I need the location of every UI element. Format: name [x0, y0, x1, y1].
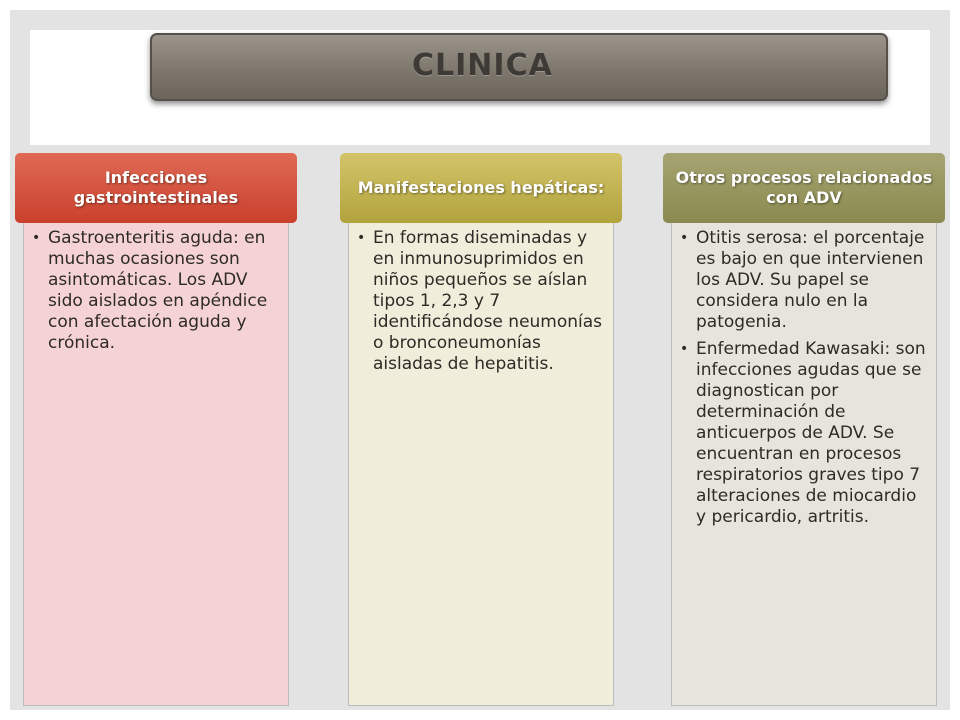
column-other-processes: [663, 153, 945, 706]
column-hepatic: [340, 153, 622, 706]
column-heading: Infecciones gastrointestinales: [15, 153, 297, 223]
bullet-item: • Gastroenteritis aguda: en muchas ocasiones son asintomáticas. Los ADV sido aislados en apéndice con afectación aguda y crónica.: [32, 228, 278, 354]
column-body: [23, 215, 289, 706]
column-heading: Manifestaciones hepáticas:: [340, 153, 622, 223]
bullet-item: • Enfermedad Kawasaki: son infecciones agudas que se diagnostican por determinación de anticuerpos de ADV. Se encuentran en procesos respiratorios graves tipo 7 alteraciones de miocardio y pericardio, artritis.: [680, 339, 926, 528]
slide-title: CLINICA: [412, 48, 553, 83]
column-gastrointestinal: [15, 153, 297, 706]
column-heading: Otros procesos relacionados con ADV: [663, 153, 945, 223]
column-body: [348, 215, 614, 706]
bullet-item: • Otitis serosa: el porcentaje es bajo en que intervienen los ADV. Su papel se considera nulo en la patogenia.: [680, 228, 926, 333]
column-body: [671, 215, 937, 706]
bullet-item: • En formas diseminadas y en inmunosuprimidos en niños pequeños se aíslan tipos 1, 2,3 y 7 identificándose neumonías o bronconeumonías aisladas de hepatitis.: [357, 228, 603, 375]
